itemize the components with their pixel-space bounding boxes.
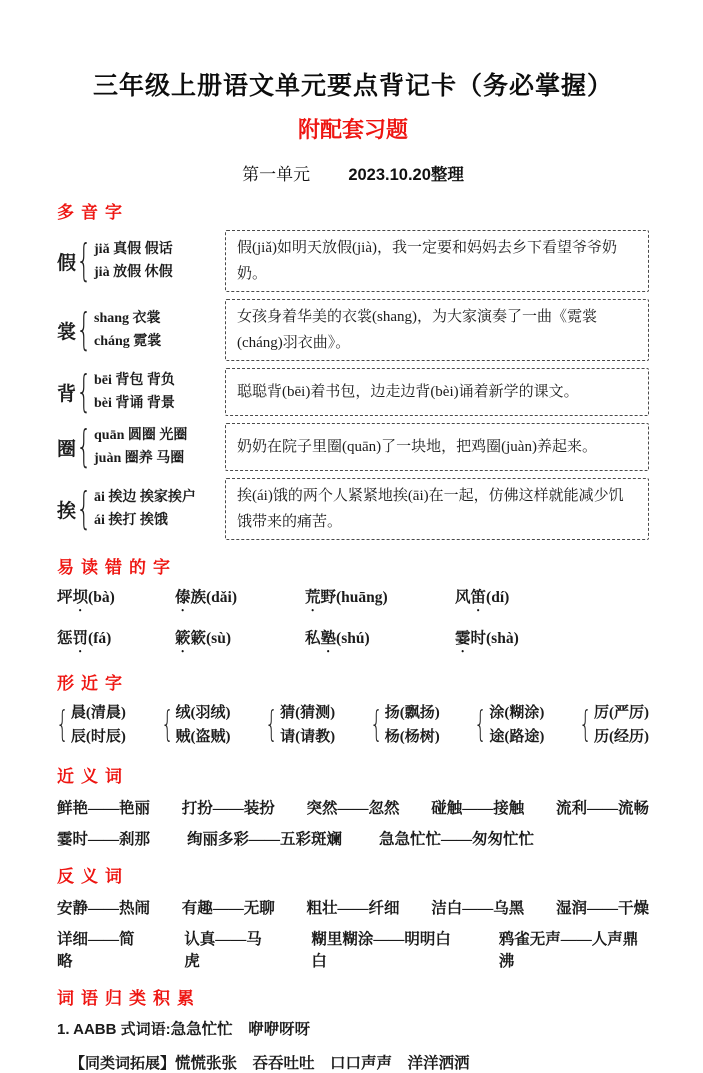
char-pair <box>371 701 440 749</box>
section-heading-word-categories: 词语归类积累 <box>57 989 201 1008</box>
synonyms-row-2 <box>57 827 649 849</box>
pair-bottom: 途(路途) <box>489 729 545 745</box>
pinyin-lines <box>94 238 173 284</box>
word-item <box>455 585 649 615</box>
polyphonic-entry <box>57 478 225 540</box>
pinyin-line: āi 挨边 挨家挨户 <box>94 490 196 505</box>
polyphonic-row <box>57 368 649 416</box>
char-pair <box>162 701 231 749</box>
synonym-pair: 绚丽多彩——五彩斑斓 <box>187 831 343 848</box>
head-character: 假 <box>57 252 77 274</box>
word-part: 野(huāng) <box>320 589 388 606</box>
antonym-pair: 洁白——乌黑 <box>431 900 525 917</box>
brace-glyph: { <box>160 704 174 745</box>
word-item <box>57 585 175 615</box>
word-part: 惩 <box>57 630 73 647</box>
synonym-pair: 突然——忽然 <box>306 800 400 817</box>
synonym-pair: 打扮——装扮 <box>181 800 275 817</box>
page-title: 三年级上册语文单元要点背记卡（务必掌握） <box>92 73 613 100</box>
aabb-words-line <box>57 1017 649 1039</box>
polyphonic-row <box>57 230 649 292</box>
brace-glyph: { <box>76 304 92 355</box>
pair-bottom: 请(请教) <box>280 729 336 745</box>
pair-bottom: 杨(杨树) <box>384 729 440 745</box>
antonym-pair: 有趣——无聊 <box>181 900 275 917</box>
section-heading-similar-chars: 形近字 <box>57 674 129 693</box>
polyphonic-entry <box>57 368 225 416</box>
word-part: (bà) <box>88 589 115 606</box>
pinyin-line: bēi 背包 背负 <box>94 373 175 388</box>
pair-top: 绒(羽绒) <box>175 705 231 721</box>
word-item <box>455 626 649 656</box>
unit-line <box>57 160 649 185</box>
polyphonic-row <box>57 423 649 471</box>
word-item <box>57 626 175 656</box>
pair-lines <box>280 701 335 749</box>
example-sentence-box: 奶奶在院子里圈(quān)了一块地，把鸡圈(juàn)养起来。 <box>225 423 649 471</box>
pair-bottom: 辰(时辰) <box>70 729 126 745</box>
dotted-character: 傣 <box>175 589 191 606</box>
brace-glyph: { <box>76 235 92 286</box>
word-part: 时(shà) <box>470 630 519 647</box>
head-character: 圈 <box>57 438 77 460</box>
expansion-label: 【同类词拓展】 <box>70 1055 176 1072</box>
pair-top: 猜(猜测) <box>280 705 336 721</box>
pair-lines <box>71 701 126 749</box>
section-heading-antonyms: 反义词 <box>57 867 129 886</box>
expansion-words: 慌慌张张 吞吞吐吐 口口声声 洋洋洒洒 <box>175 1055 470 1072</box>
antonym-pair: 鸦雀无声——人声鼎沸 <box>498 931 639 970</box>
pinyin-line: cháng 霓裳 <box>94 334 162 349</box>
synonym-pair: 霎时——刹那 <box>57 831 151 848</box>
char-pair <box>266 701 335 749</box>
antonym-pair: 详细——简略 <box>57 931 135 970</box>
dotted-character: 罚 <box>72 630 89 647</box>
word-part: 簌(sù) <box>190 630 231 647</box>
antonym-pair: 安静——热闹 <box>57 900 151 917</box>
expansion-words-line <box>57 1051 649 1073</box>
char-pair <box>580 701 649 749</box>
word-part: (dí) <box>486 589 510 606</box>
brace-glyph: { <box>579 704 592 745</box>
word-item <box>305 626 455 656</box>
pinyin-line: bèi 背诵 背景 <box>94 396 175 411</box>
section-heading-polyphonic: 多音字 <box>57 203 129 222</box>
example-sentence-box: 聪聪背(bēi)着书包，边走边背(bèi)诵着新学的课文。 <box>225 368 649 416</box>
pinyin-line: jià 放假 休假 <box>94 265 173 280</box>
pair-top: 晨(清晨) <box>70 705 126 721</box>
pinyin-lines <box>94 486 196 532</box>
brace-glyph: { <box>474 704 488 745</box>
word-part: 坪 <box>57 589 73 606</box>
brace-glyph: { <box>369 704 383 745</box>
example-sentence-box: 女孩身着华美的衣裳(shang)，为大家演奏了一曲《霓裳(cháng)羽衣曲》。 <box>225 299 649 361</box>
pair-bottom: 历(经历) <box>593 729 649 745</box>
page-subtitle: 附配套习题 <box>297 117 408 142</box>
dotted-character: 塾 <box>320 630 337 647</box>
pair-top: 涂(糊涂) <box>489 705 545 721</box>
word-item <box>305 585 455 615</box>
head-character: 挨 <box>57 500 77 522</box>
dotted-character: 坝 <box>72 589 89 606</box>
word-item <box>175 626 305 656</box>
word-part: (fá) <box>88 630 112 647</box>
head-character: 裳 <box>57 321 77 343</box>
brace-glyph: { <box>76 421 92 472</box>
word-item <box>175 585 305 615</box>
pair-lines <box>385 701 440 749</box>
brace-glyph: { <box>56 704 69 745</box>
synonym-pair: 流利——流畅 <box>555 800 649 817</box>
brace-glyph: { <box>265 704 278 745</box>
word-part: (shú) <box>336 630 370 647</box>
char-pair <box>475 701 544 749</box>
similar-chars-row <box>57 701 649 749</box>
pinyin-lines <box>94 307 161 353</box>
word-part: 风 <box>455 589 471 606</box>
pinyin-lines <box>94 369 175 415</box>
pair-top: 扬(飘扬) <box>384 705 440 721</box>
pinyin-line: ái 挨打 挨饿 <box>94 513 168 528</box>
antonyms-row-1 <box>57 896 649 918</box>
antonyms-row-2 <box>57 927 649 971</box>
pair-bottom: 贼(盗贼) <box>175 729 231 745</box>
polyphonic-row <box>57 478 649 540</box>
antonym-pair: 糊里糊涂——明明白白 <box>311 931 451 970</box>
aabb-label: 1. AABB 式词语: <box>57 1021 171 1038</box>
polyphonic-entry <box>57 230 225 292</box>
dotted-character: 霎 <box>455 630 471 647</box>
antonym-pair: 粗壮——纤细 <box>306 900 400 917</box>
unit-name: 第一单元 <box>242 165 311 184</box>
dotted-character: 荒 <box>305 589 321 606</box>
pinyin-line: shang 衣裳 <box>94 311 161 326</box>
synonym-pair: 鲜艳——艳丽 <box>57 800 151 817</box>
pinyin-line: juàn 圈养 马圈 <box>94 451 185 466</box>
brace-glyph: { <box>76 483 92 534</box>
pair-lines <box>594 701 649 749</box>
pinyin-lines <box>94 424 187 470</box>
brace-glyph: { <box>76 366 92 417</box>
synonym-pair: 急急忙忙——匆匆忙忙 <box>379 831 535 848</box>
dotted-character: 簌 <box>175 630 191 647</box>
synonyms-row-1 <box>57 796 649 818</box>
section-heading-misread: 易读错的字 <box>57 558 177 577</box>
antonym-pair: 湿润——干燥 <box>555 900 649 917</box>
polyphonic-entry <box>57 299 225 361</box>
polyphonic-row <box>57 299 649 361</box>
pair-top: 厉(严厉) <box>593 705 649 721</box>
char-pair <box>57 701 126 749</box>
polyphonic-entry <box>57 423 225 471</box>
word-part: 私 <box>305 630 321 647</box>
synonym-pair: 碰触——接触 <box>431 800 525 817</box>
dotted-character: 笛 <box>470 589 487 606</box>
date-note: 2023.10.20整理 <box>348 166 464 184</box>
pair-lines <box>176 701 231 749</box>
word-part: 族(dǎi) <box>190 589 238 606</box>
section-heading-synonyms: 近义词 <box>57 767 129 786</box>
head-character: 背 <box>57 383 77 405</box>
aabb-words: 急急忙忙 咿咿呀呀 <box>170 1021 311 1038</box>
antonym-pair: 认真——马虎 <box>184 931 262 970</box>
misread-words-grid <box>57 585 649 656</box>
example-sentence-box: 挨(ái)饿的两个人紧紧地挨(āi)在一起，仿佛这样就能减少饥饿带来的痛苦。 <box>225 478 649 540</box>
example-sentence-box: 假(jiǎ)如明天放假(jià)，我一定要和妈妈去乡下看望爷爷奶奶。 <box>225 230 649 292</box>
pair-lines <box>489 701 544 749</box>
pinyin-line: jiǎ 真假 假话 <box>94 242 173 257</box>
pinyin-line: quān 圆圈 光圈 <box>94 428 188 443</box>
